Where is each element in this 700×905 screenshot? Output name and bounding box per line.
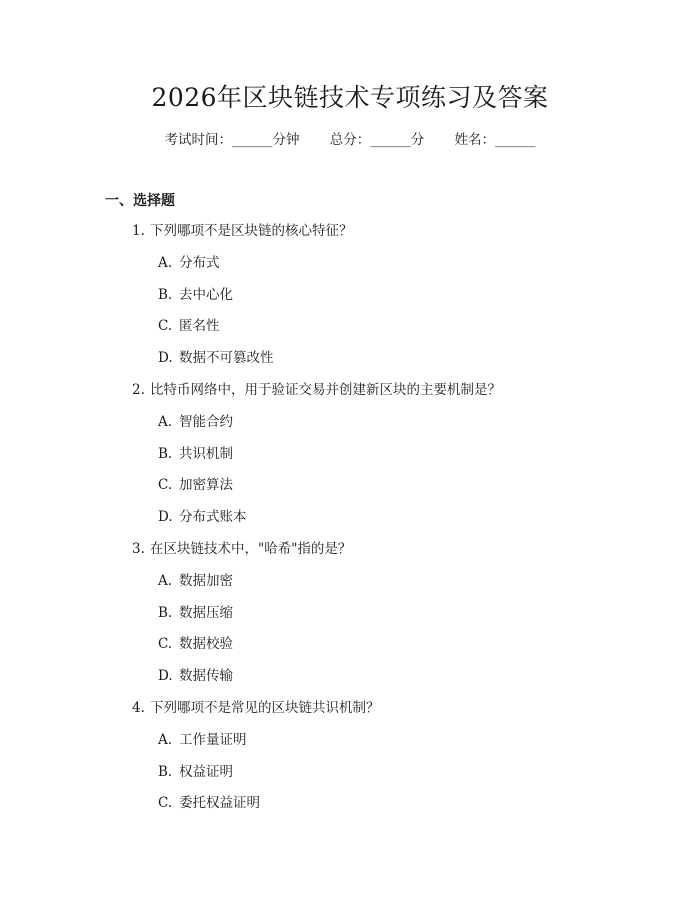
option-letter: A. [158,254,173,271]
option-d [132,506,652,538]
option-c [132,315,652,347]
question-number: 1. [132,223,145,239]
option-text: 分布式 [179,254,220,271]
option-text: 智能合约 [179,413,233,430]
option-b [132,602,652,634]
exam-time-field: 考试时间：______分钟 [164,132,300,148]
option-letter: A. [158,413,173,430]
option-a [132,411,652,443]
total-score-field: 总分：______分 [329,132,425,148]
option-text: 数据不可篡改性 [179,350,274,367]
question-stem [132,697,652,729]
option-letter: B. [158,763,173,780]
option-text: 数据传输 [179,668,233,685]
option-a [132,729,652,761]
option-text: 数据压缩 [179,604,233,621]
option-c [132,474,652,506]
option-b [132,443,652,475]
option-letter: C. [158,636,173,653]
option-letter: C. [158,318,173,335]
option-c [132,792,652,824]
question-number: 2. [132,381,145,398]
option-text: 工作量证明 [179,731,247,748]
option-text: 数据校验 [179,636,233,653]
question-number: 4. [132,699,145,716]
option-letter: D. [158,668,173,685]
question-text: 下列哪项不是区块链的核心特征？ [150,223,353,239]
question-number: 3. [132,540,145,557]
option-text: 权益证明 [179,763,233,780]
option-letter: C. [158,795,173,812]
option-text: 共识机制 [179,445,233,462]
document-title: 2026年区块链技术专项练习及答案 [151,83,549,112]
option-letter: B. [158,286,173,303]
option-letter: C. [158,477,173,494]
option-letter: B. [158,445,173,462]
option-letter: D. [158,350,173,367]
option-d [132,665,652,697]
option-text: 匿名性 [179,318,220,335]
question-2 [132,379,652,538]
question-1 [132,220,652,379]
question-stem [132,220,652,252]
exam-meta [0,130,700,150]
option-a [132,570,652,602]
option-text: 委托权益证明 [179,795,260,812]
option-b [132,761,652,793]
option-text: 加密算法 [179,477,233,494]
option-c [132,633,652,665]
option-text: 分布式账本 [179,509,247,526]
question-text: 在区块链技术中，"哈希"指的是？ [150,540,352,557]
option-letter: B. [158,604,173,621]
question-stem [132,379,652,411]
option-letter: A. [158,572,173,589]
option-text: 数据加密 [179,572,233,589]
question-text: 比特币网络中，用于验证交易并创建新区块的主要机制是？ [150,381,501,398]
option-d [132,347,652,379]
option-letter: D. [158,509,173,526]
name-field: 姓名：______ [454,132,536,148]
option-text: 去中心化 [179,286,233,303]
option-a [132,252,652,284]
section-heading: 一、选择题 [105,193,175,209]
option-b [132,284,652,316]
question-stem [132,538,652,570]
option-letter: A. [158,731,173,748]
question-3 [132,538,652,697]
question-text: 下列哪项不是常见的区块链共识机制？ [150,699,380,716]
question-list [132,220,652,824]
question-4 [132,697,652,824]
